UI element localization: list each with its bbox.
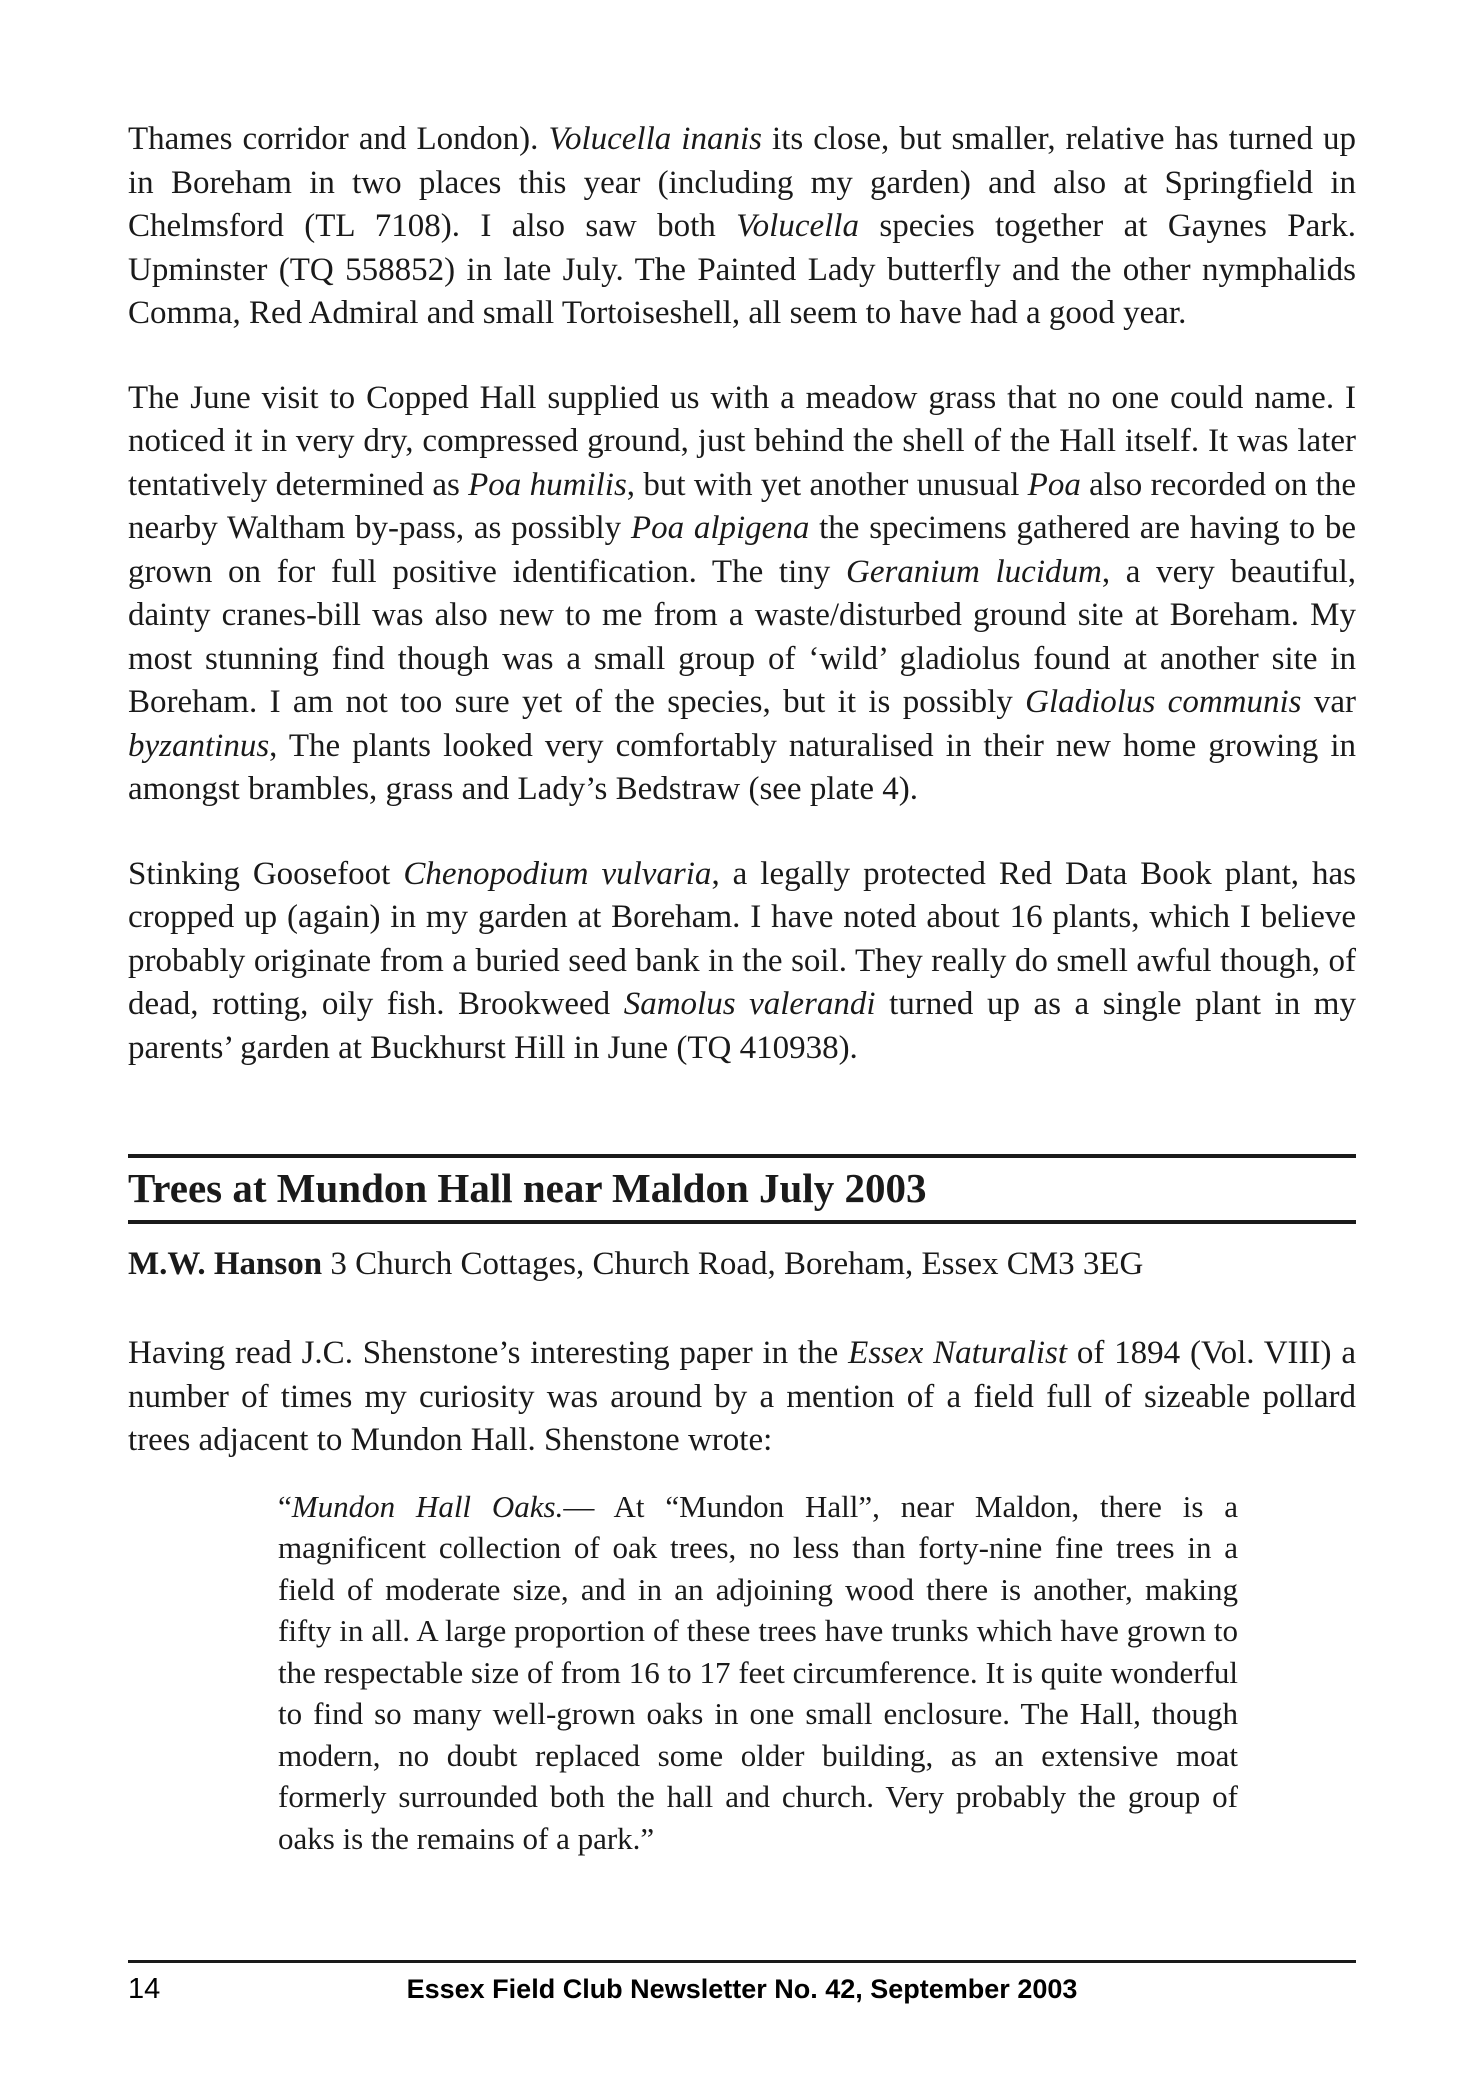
page-body (128, 118, 1356, 2078)
italic-text: byzantinus (128, 727, 270, 764)
italic-text: Geranium lucidum (845, 553, 1102, 590)
page-footer (128, 1960, 1356, 2013)
author-byline (128, 1242, 1356, 1286)
italic-text: Chenopodium vulvaria (403, 855, 712, 892)
italic-text: Volucella (736, 208, 859, 244)
italic-text: Poa (1027, 466, 1081, 503)
article-intro: Having read J.C. Shenstone’s interesting paper in the Essex Naturalist of 1894 (Vol. VIII) a number of times my curiosity was around by a mention of a field full of sizeable pollard trees adjacent to Mundon Hall. Shenstone wrote: (128, 1335, 1356, 1458)
italic-text: Mundon Hall Oaks. (291, 1488, 564, 1524)
heading-bottom-rule (128, 1220, 1356, 1224)
italic-text: Poa alpigena (630, 510, 810, 546)
italic-text: Poa humilis (468, 466, 627, 503)
page-number: 14 (128, 1973, 161, 2005)
article-title: Trees at Mundon Hall near Maldon July 2003 (128, 1165, 927, 1211)
italic-text: Volucella inanis (548, 121, 762, 157)
italic-text: Gladiolus communis (1025, 684, 1302, 720)
article-section (128, 1154, 1356, 1859)
paragraph-copped-hall: The June visit to Copped Hall supplied us with a meadow grass that no one could name. I noticed it in very dry, compressed ground, just behind the shell of the Hall itself. It was later tentatively determined as Poa humilis, but with yet another unusual Poa also recorded on the nearby Waltham by-pass, as possibly Poa alpigena the specimens gathered are having to be grown on for full positive identification. The tiny Geranium lucidum, a very beautiful, dainty cranes-bill was also new to me from a waste/disturbed ground site at Boreham. My most stunning find though was a small group of ‘wild’ gladiolus found at another site in Boreham. I am not too sure yet of the species, but it is possibly Gladiolus communis var byzantinus, The plants looked very comfortably naturalised in their new home growing in amongst brambles, grass and Lady’s Bedstraw (see plate 4). (128, 379, 1357, 807)
shenstone-quote: “Mundon Hall Oaks.— At “Mundon Hall”, near Maldon, there is a magnificent collection of oak trees, no less than forty-nine fine trees in a field of moderate size, and in an adjoining wood there is another, making fifty in all. A large proportion of these trees have trunks which have grown to the respectable size of from 16 to 17 feet circumference. It is quite wonderful to find so many well-grown oaks in one small enclosure. The Hall, though modern, no doubt replaced some older building, as an extensive moat formerly surrounded both the hall and church. Very probably the group of oaks is the remains of a park.” (278, 1488, 1238, 1856)
paragraph-volucella: Thames corridor and London). Volucella inanis its close, but smaller, relative has turned up in Boreham in two places this year (including my garden) and also at Springfield in Chelmsford (TL 7108). I also saw both Volucella species together at Gaynes Park. Upminster (TQ 558852) in late July. The Painted Lady butterfly and the other nymphalids Comma, Red Admiral and small Tortoiseshell, all seem to have had a good year. (128, 121, 1356, 331)
author-address: 3 Church Cottages, Church Road, Boreham, Essex CM3 3EG (322, 1246, 1144, 1282)
italic-text: Essex Naturalist (848, 1335, 1068, 1371)
paragraph-stinking-goosefoot: Stinking Goosefoot Chenopodium vulvaria, a legally protected Red Data Book plant, has cropped up (again) in my garden at Boreham. I have noted about 16 plants, which I believe probably originate from a buried seed bank in the soil. They really do smell awful though, of dead, rotting, oily fish. Brookweed Samolus valerandi turned up as a single plant in my parents’ garden at Buckhurst Hill in June (TQ 410938). (128, 855, 1356, 1066)
footer-rule (128, 1960, 1356, 1963)
italic-text: Samolus valerandi (623, 986, 876, 1022)
newsletter-title: Essex Field Club Newsletter No. 42, September 2003 (406, 1974, 1078, 2004)
author-name: M.W. Hanson (128, 1246, 323, 1282)
